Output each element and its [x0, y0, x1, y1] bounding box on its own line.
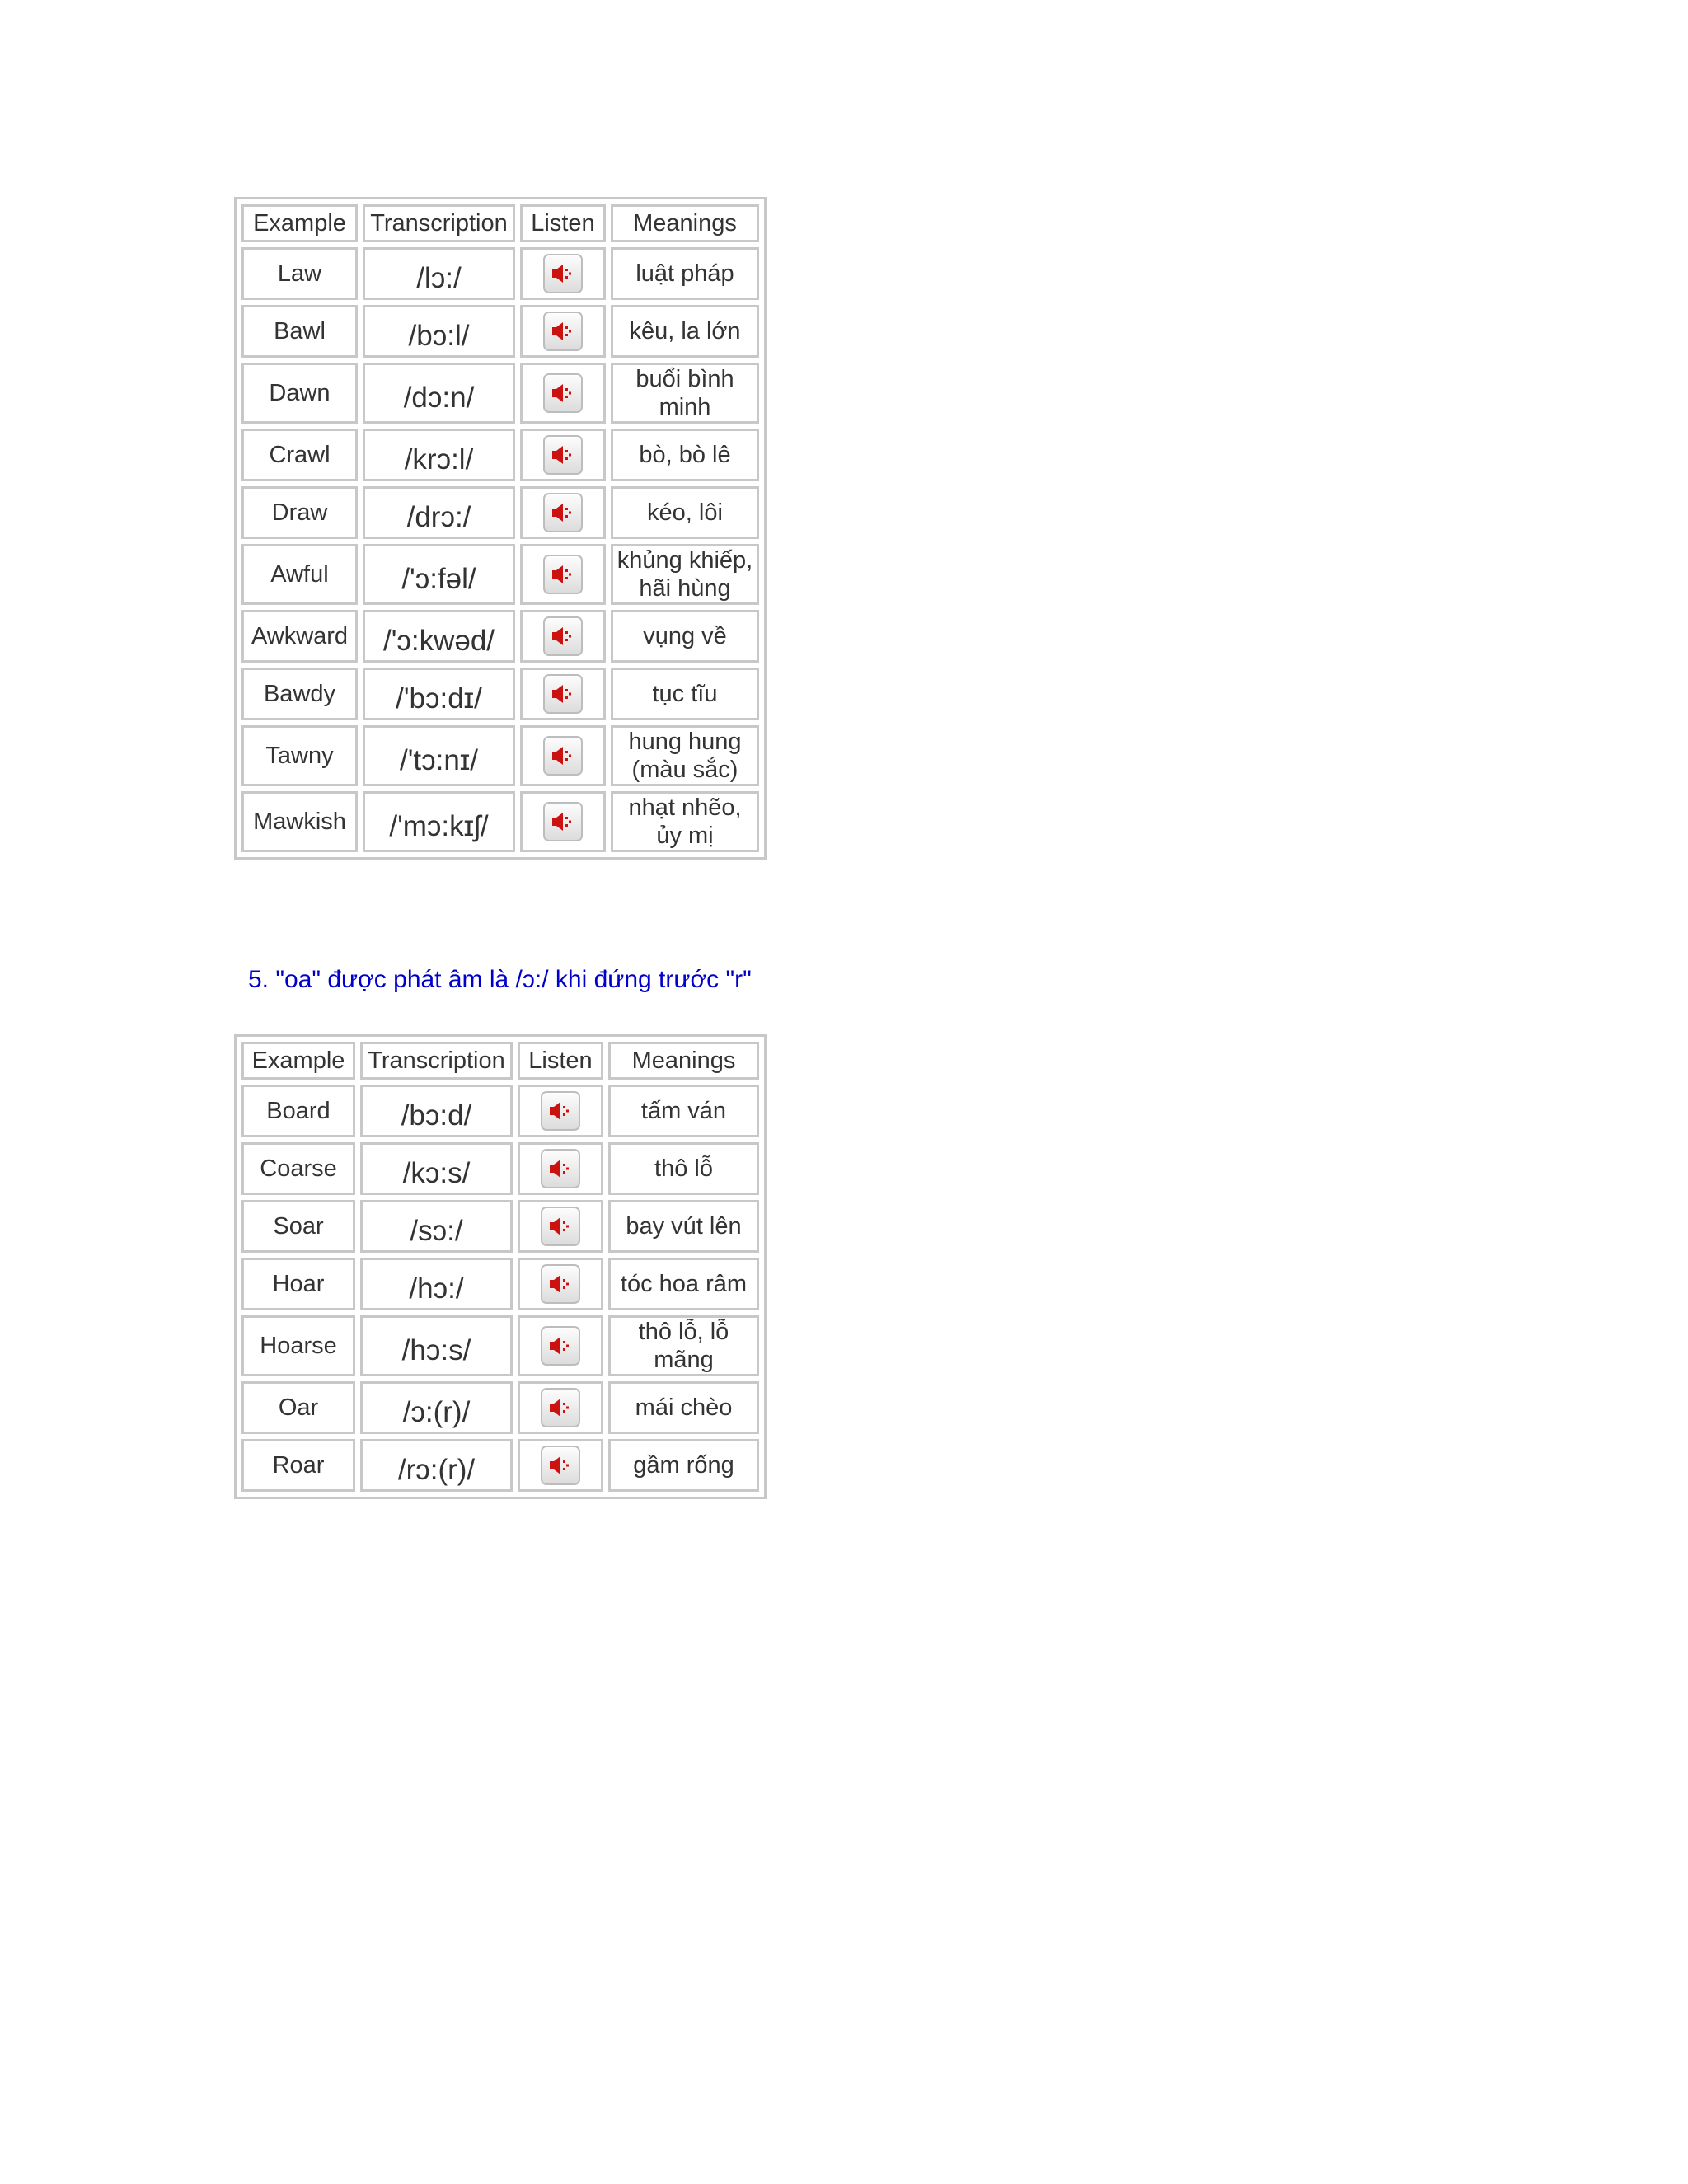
cell-transcription: /bɔ:l/	[363, 305, 515, 358]
cell-transcription: /hɔ:/	[360, 1258, 513, 1310]
table-row	[241, 1258, 759, 1310]
cell-example: Draw	[241, 486, 358, 539]
play-audio-button[interactable]	[543, 254, 583, 293]
cell-example: Law	[241, 247, 358, 300]
header-listen: Listen	[518, 1042, 603, 1080]
table-row	[241, 668, 759, 720]
cell-listen	[520, 610, 606, 663]
cell-listen	[520, 791, 606, 852]
cell-example: Awful	[241, 544, 358, 605]
header-example: Example	[241, 204, 358, 242]
header-meanings: Meanings	[608, 1042, 759, 1080]
speaker-icon	[551, 501, 575, 524]
table-row	[241, 791, 759, 852]
cell-meaning: bay vút lên	[608, 1200, 759, 1253]
play-audio-button[interactable]	[543, 555, 583, 594]
speaker-icon	[548, 1454, 573, 1477]
cell-example: Roar	[241, 1439, 355, 1492]
table-row	[241, 725, 759, 786]
cell-example: Hoarse	[241, 1315, 355, 1376]
cell-meaning: bò, bò lê	[611, 429, 759, 481]
speaker-icon	[551, 320, 575, 343]
cell-listen	[518, 1439, 603, 1492]
cell-meaning: tục tĩu	[611, 668, 759, 720]
speaker-icon	[551, 744, 575, 767]
cell-example: Board	[241, 1085, 355, 1137]
play-audio-button[interactable]	[543, 435, 583, 475]
speaker-icon	[548, 1396, 573, 1419]
vocab-table-oa	[234, 1034, 767, 1499]
header-transcription: Transcription	[363, 204, 515, 242]
table-row	[241, 363, 759, 424]
header-transcription: Transcription	[360, 1042, 513, 1080]
cell-transcription: /'tɔ:nɪ/	[363, 725, 515, 786]
play-audio-button[interactable]	[541, 1149, 580, 1188]
cell-transcription: /'mɔ:kɪʃ/	[363, 791, 515, 852]
cell-example: Oar	[241, 1381, 355, 1434]
header-meanings: Meanings	[611, 204, 759, 242]
play-audio-button[interactable]	[541, 1326, 580, 1366]
cell-transcription: /krɔ:l/	[363, 429, 515, 481]
cell-listen	[520, 305, 606, 358]
play-audio-button[interactable]	[543, 674, 583, 714]
cell-meaning: kêu, la lớn	[611, 305, 759, 358]
vocab-table-aw	[234, 197, 767, 860]
speaker-icon	[548, 1334, 573, 1357]
speaker-icon	[548, 1272, 573, 1296]
table-body	[241, 247, 759, 852]
table-header-row	[241, 204, 759, 242]
cell-example: Bawl	[241, 305, 358, 358]
table-row	[241, 544, 759, 605]
cell-example: Awkward	[241, 610, 358, 663]
cell-example: Hoar	[241, 1258, 355, 1310]
play-audio-button[interactable]	[543, 616, 583, 656]
cell-meaning: gầm rống	[608, 1439, 759, 1492]
cell-meaning: tóc hoa râm	[608, 1258, 759, 1310]
speaker-icon	[551, 563, 575, 586]
table-row	[241, 1085, 759, 1137]
table-row	[241, 610, 759, 663]
header-example: Example	[241, 1042, 355, 1080]
cell-meaning: luật pháp	[611, 247, 759, 300]
cell-transcription: /rɔ:(r)/	[360, 1439, 513, 1492]
speaker-icon	[551, 625, 575, 648]
cell-listen	[520, 429, 606, 481]
cell-transcription: /drɔ:/	[363, 486, 515, 539]
speaker-icon	[551, 262, 575, 285]
play-audio-button[interactable]	[541, 1264, 580, 1304]
cell-example: Crawl	[241, 429, 358, 481]
cell-listen	[520, 725, 606, 786]
cell-meaning: kéo, lôi	[611, 486, 759, 539]
table-row	[241, 247, 759, 300]
cell-transcription: /sɔ:/	[360, 1200, 513, 1253]
cell-transcription: /hɔ:s/	[360, 1315, 513, 1376]
cell-meaning: khủng khiếp, hãi hùng	[611, 544, 759, 605]
section-heading: 5. "oa" được phát âm là /ɔ:/ khi đứng trước "r"	[248, 966, 752, 993]
cell-listen	[520, 363, 606, 424]
table-body	[241, 1085, 759, 1492]
table-row	[241, 429, 759, 481]
cell-example: Soar	[241, 1200, 355, 1253]
header-listen: Listen	[520, 204, 606, 242]
table-row	[241, 1200, 759, 1253]
table-row	[241, 1315, 759, 1376]
cell-transcription: /kɔ:s/	[360, 1142, 513, 1195]
play-audio-button[interactable]	[543, 312, 583, 351]
cell-transcription: /bɔ:d/	[360, 1085, 513, 1137]
speaker-icon	[551, 810, 575, 833]
cell-meaning: nhạt nhẽo, ủy mị	[611, 791, 759, 852]
speaker-icon	[548, 1157, 573, 1180]
play-audio-button[interactable]	[543, 373, 583, 413]
cell-meaning: thô lỗ	[608, 1142, 759, 1195]
cell-transcription: /'bɔ:dɪ/	[363, 668, 515, 720]
cell-listen	[520, 544, 606, 605]
cell-listen	[520, 486, 606, 539]
table-header-row	[241, 1042, 759, 1080]
table-row	[241, 486, 759, 539]
cell-transcription: /'ɔ:fəl/	[363, 544, 515, 605]
cell-meaning: tấm ván	[608, 1085, 759, 1137]
play-audio-button[interactable]	[543, 802, 583, 841]
cell-transcription: /'ɔ:kwəd/	[363, 610, 515, 663]
cell-example: Bawdy	[241, 668, 358, 720]
speaker-icon	[548, 1215, 573, 1238]
cell-example: Coarse	[241, 1142, 355, 1195]
cell-transcription: /dɔ:n/	[363, 363, 515, 424]
cell-meaning: mái chèo	[608, 1381, 759, 1434]
play-audio-button[interactable]	[541, 1446, 580, 1485]
play-audio-button[interactable]	[541, 1207, 580, 1246]
cell-meaning: vụng về	[611, 610, 759, 663]
cell-listen	[518, 1381, 603, 1434]
cell-listen	[518, 1085, 603, 1137]
cell-transcription: /lɔ:/	[363, 247, 515, 300]
cell-listen	[518, 1142, 603, 1195]
cell-meaning: thô lỗ, lỗ mãng	[608, 1315, 759, 1376]
cell-meaning: buổi bình minh	[611, 363, 759, 424]
cell-example: Dawn	[241, 363, 358, 424]
speaker-icon	[551, 382, 575, 405]
cell-transcription: /ɔ:(r)/	[360, 1381, 513, 1434]
table-row	[241, 305, 759, 358]
table-row	[241, 1381, 759, 1434]
play-audio-button[interactable]	[541, 1388, 580, 1427]
speaker-icon	[551, 443, 575, 466]
speaker-icon	[551, 682, 575, 705]
play-audio-button[interactable]	[543, 736, 583, 776]
cell-listen	[518, 1200, 603, 1253]
cell-listen	[518, 1315, 603, 1376]
cell-listen	[520, 668, 606, 720]
cell-listen	[520, 247, 606, 300]
play-audio-button[interactable]	[541, 1091, 580, 1131]
play-audio-button[interactable]	[543, 493, 583, 532]
speaker-icon	[548, 1099, 573, 1122]
cell-listen	[518, 1258, 603, 1310]
cell-example: Mawkish	[241, 791, 358, 852]
table-row	[241, 1142, 759, 1195]
cell-example: Tawny	[241, 725, 358, 786]
table-row	[241, 1439, 759, 1492]
cell-meaning: hung hung (màu sắc)	[611, 725, 759, 786]
